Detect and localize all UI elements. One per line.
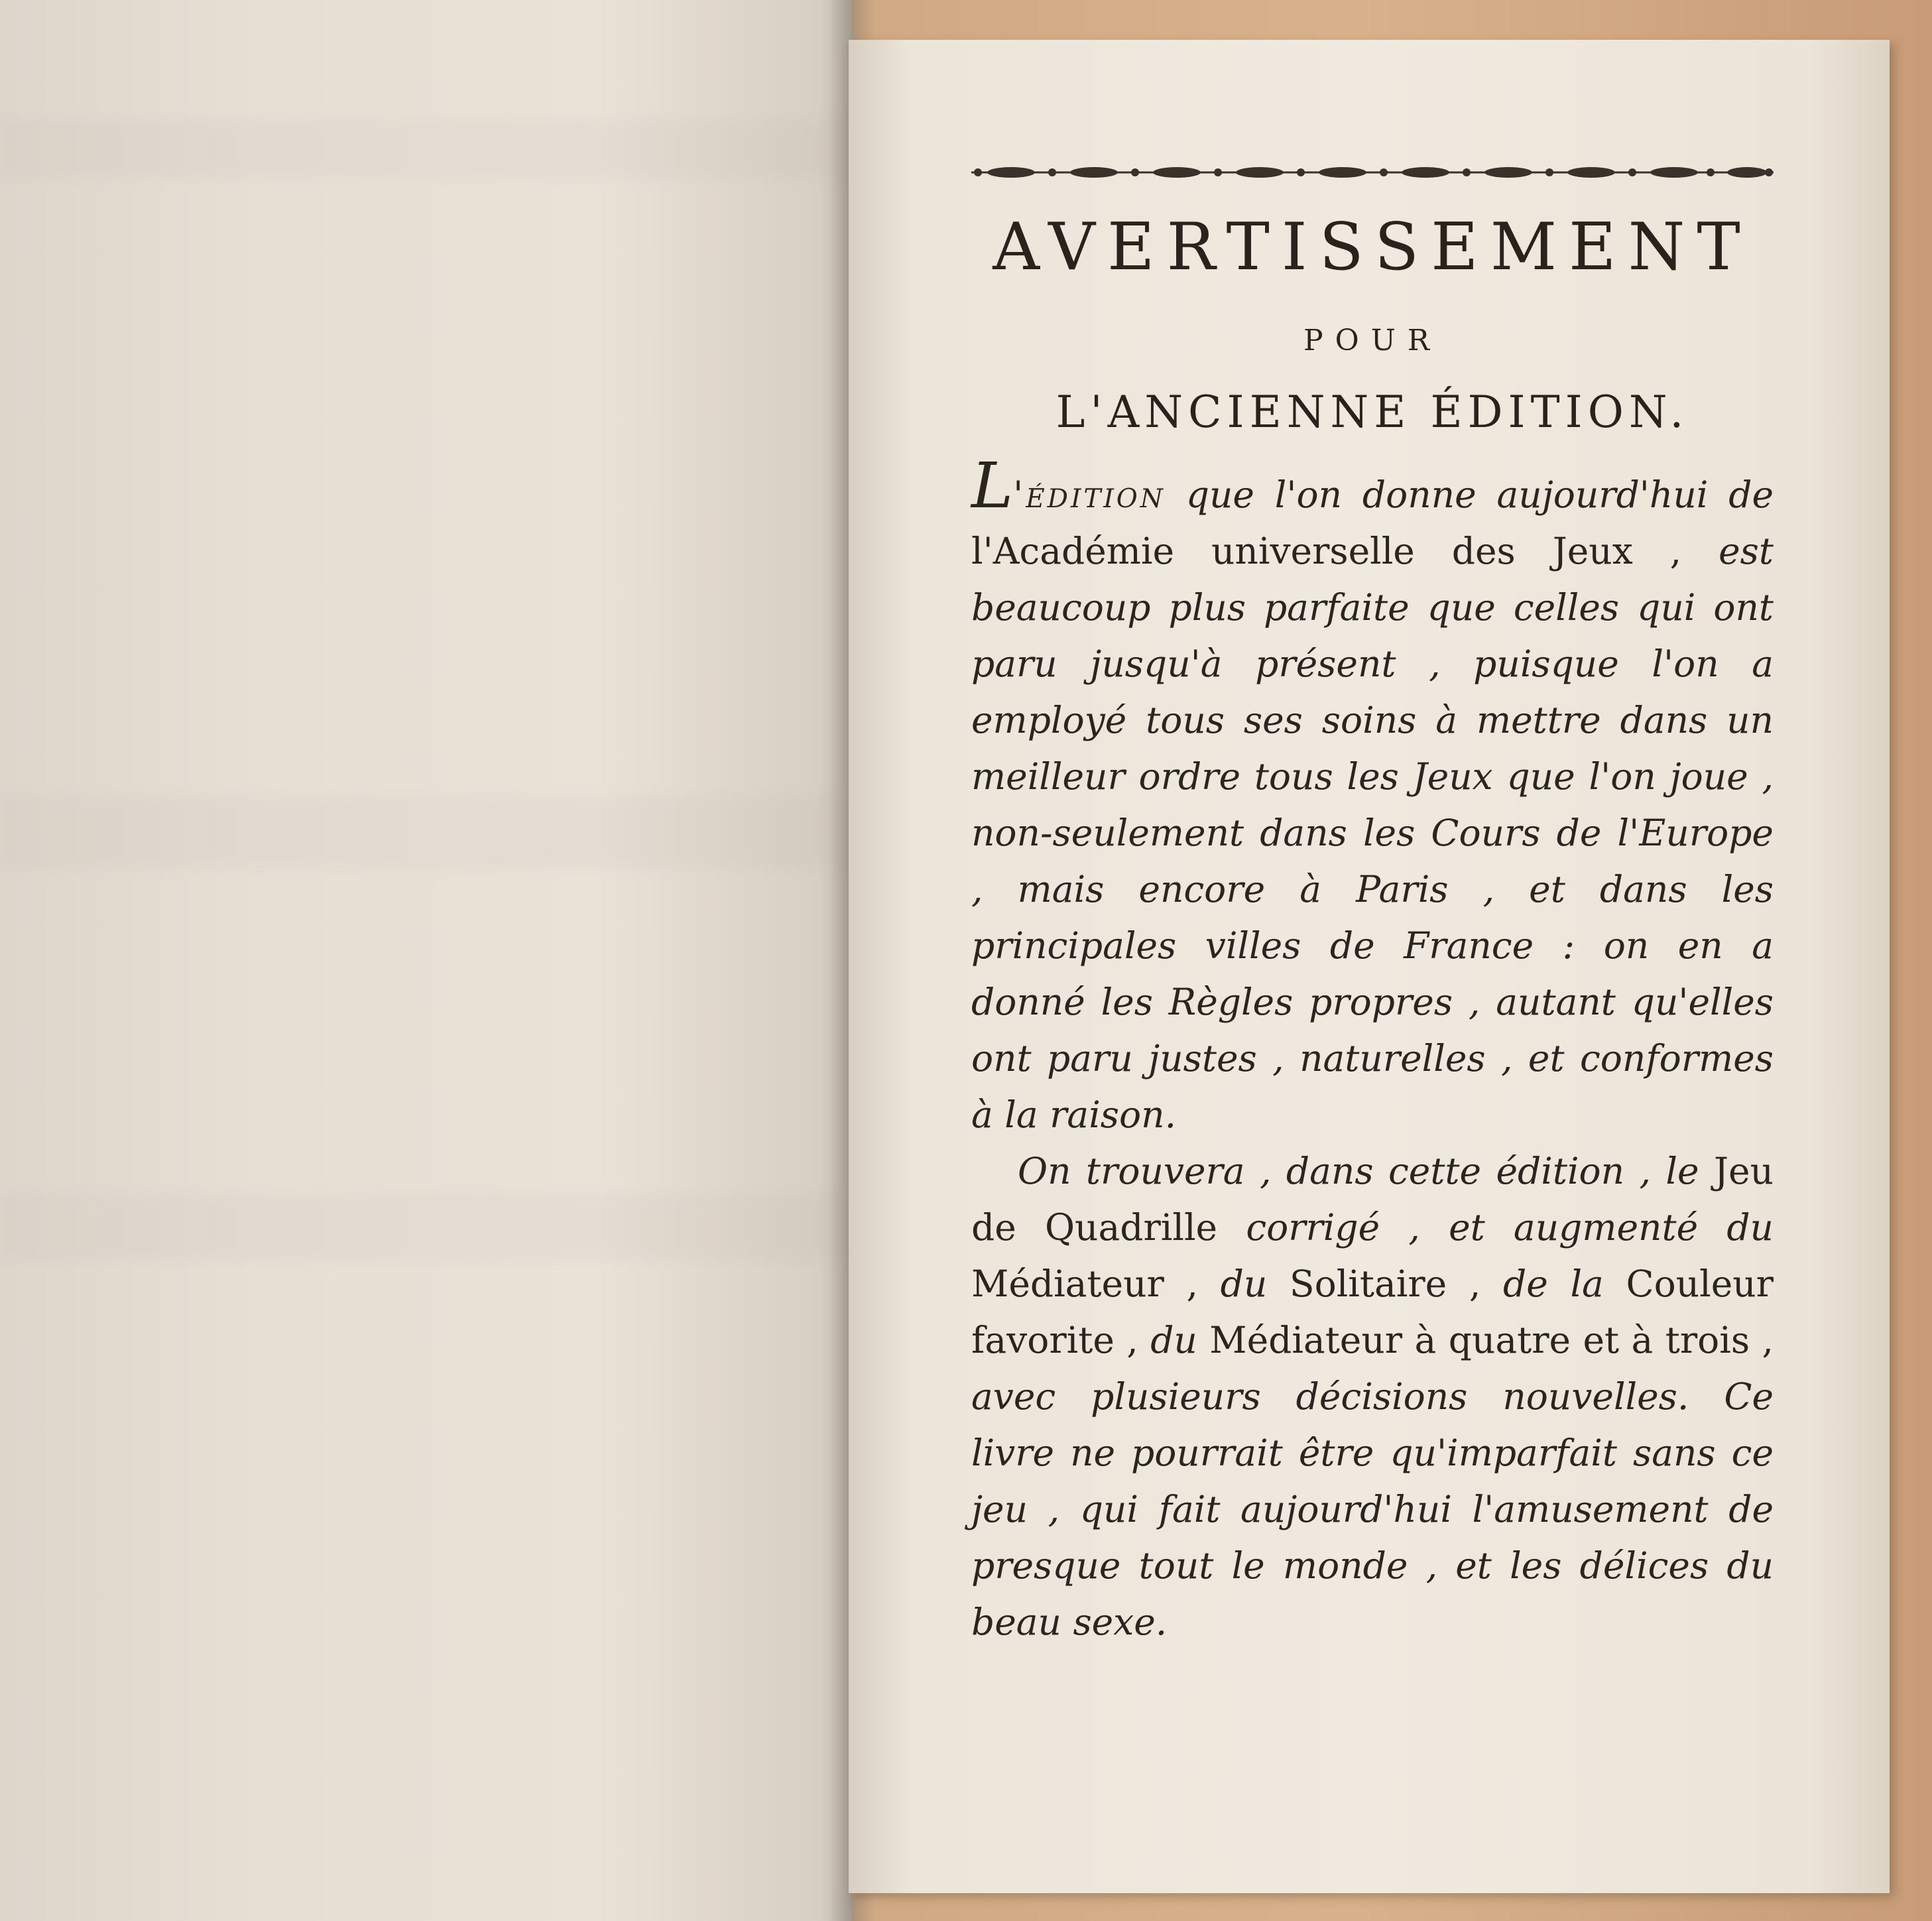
text-span-roman: Couleur favorite , xyxy=(971,1262,1774,1361)
text-span-roman: Jeu de Quadrille xyxy=(971,1149,1774,1249)
left-page-blank xyxy=(0,0,852,1921)
subtitle-pour: POUR xyxy=(1303,323,1441,357)
paragraph-1 xyxy=(971,449,1774,1143)
text-span-italic: corrigé , et augmenté du xyxy=(1246,1206,1774,1249)
ornament-rule-icon xyxy=(971,159,1774,186)
bleed-through-shadow xyxy=(0,119,852,179)
paragraph-2 xyxy=(971,1143,1774,1650)
text-span-italic: On trouvera , dans cette édition , le xyxy=(1018,1149,1714,1192)
text-span-roman: Solitaire , xyxy=(1289,1262,1504,1305)
text-span-italic: que l'on donne aujourd'hui de xyxy=(1165,473,1774,516)
body-text xyxy=(971,449,1774,1650)
text-span-italic: du xyxy=(1220,1262,1290,1305)
text-span-italic: du xyxy=(1150,1318,1210,1361)
bleed-through-shadow xyxy=(0,1194,852,1260)
small-caps-word: 'édition xyxy=(1013,473,1166,516)
page-title: AVERTISSEMENT xyxy=(993,210,1752,285)
drop-cap: L xyxy=(971,449,1014,523)
text-span-roman: l'Académie universelle des Jeux , xyxy=(971,529,1719,572)
text-span-italic: est beaucoup plus parfaite que celles qui ont paru jusqu'à présent , puisque l'on a employé tous ses soins à mettre dans un meilleur ordre tous les Jeux que l'on joue , non-seulement dans les Cours de l'Europe , mais encore à Paris , et dans les principales villes de France : on en a donné les Règles propres , autant qu'elles ont paru justes , naturelles , et conformes à la raison. xyxy=(971,529,1774,1136)
text-span-italic: de la xyxy=(1503,1262,1626,1305)
text-span-roman: Médiateur à quatre et à trois , xyxy=(1209,1318,1774,1361)
text-span-italic: avec plusieurs décisions nouvelles. Ce livre ne pourrait être qu'imparfait sans ce jeu , qui fait aujourd'hui l'amusement de presque tout le monde , et les délices du beau sexe. xyxy=(971,1375,1774,1643)
subtitle-edition: L'ANCIENNE ÉDITION. xyxy=(1056,386,1689,438)
bleed-through-shadow xyxy=(0,796,852,869)
page-content xyxy=(971,159,1774,1650)
text-span-roman: Médiateur , xyxy=(971,1262,1221,1305)
